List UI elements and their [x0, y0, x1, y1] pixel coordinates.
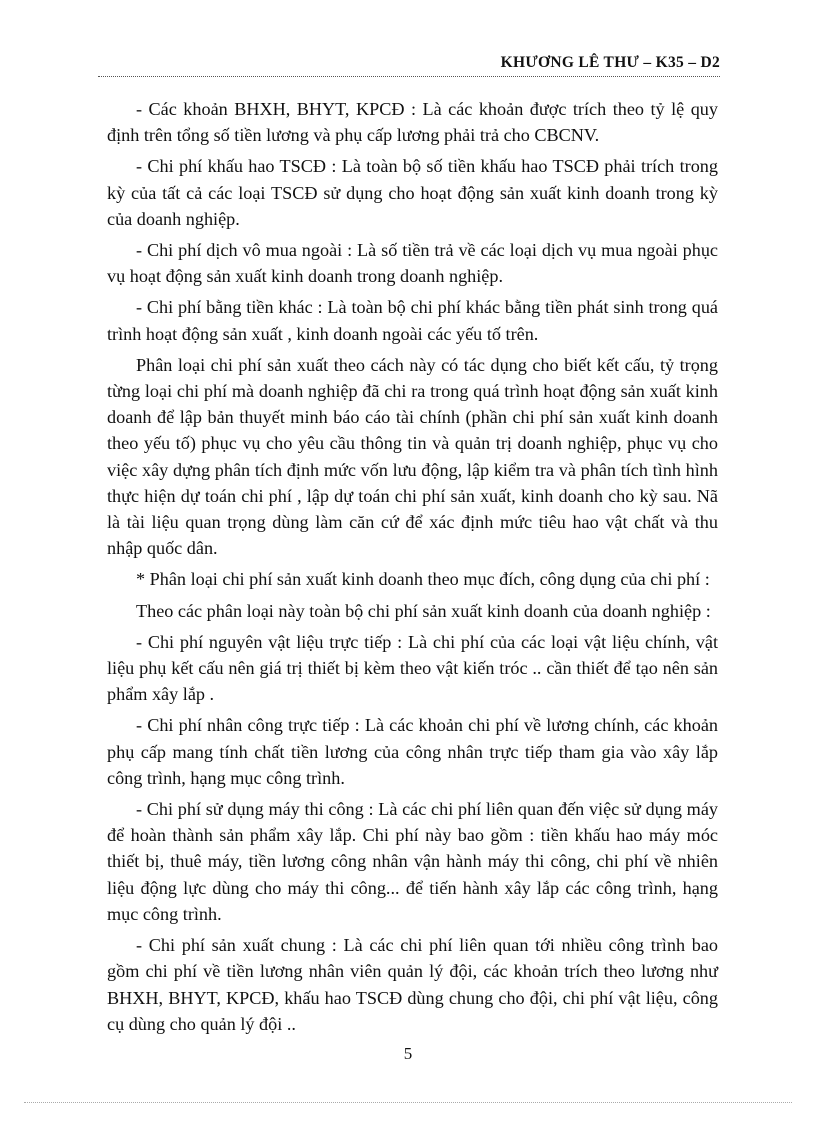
paragraph: - Chi phí bằng tiền khác : Là toàn bộ chi phí khác bằng tiền phát sinh trong quá trình hoạt động sản xuất , kinh doanh ngoài các yếu tố trên.	[107, 297, 718, 344]
paragraph: Phân loại chi phí sản xuất theo cách này có tác dụng cho biết kết cấu, tỷ trọng từng loại chi phí mà doanh nghiệp đã chi ra trong quá trình hoạt động sản xuất kinh doanh để lập bản thuyết minh báo cáo tài chính (phần chi phí sản xuất kinh doanh theo yếu tố) phục vụ cho yêu cầu thông tin và quản trị doanh nghiệp, phục vụ cho việc xây dựng phân tích định mức vốn lưu động, lập kiểm tra và phân tích tình hình thực hiện dự toán chi phí , lập dự toán chi phí sản xuất, kinh doanh cho kỳ sau. Nã là tài liệu quan trọng dùng làm căn cứ để xác định mức tiêu hao vật chất và thu nhập quốc dân.	[107, 354, 718, 559]
page-number: 5	[403, 1044, 413, 1063]
paragraph: - Chi phí nguyên vật liệu trực tiếp : Là chi phí của các loại vật liệu chính, vật liệu phụ kết cấu nên giá trị thiết bị kèm theo vật kiến tróc .. cần thiết để tạo nên sản phẩm xây lắp .	[107, 631, 718, 705]
page-header	[98, 54, 720, 77]
paragraph: * Phân loại chi phí sản xuất kinh doanh theo mục đích, công dụng của chi phí :	[136, 569, 710, 590]
header-title: KHƯƠNG LÊ THƯ – K35 – D2	[500, 54, 720, 71]
paragraph: - Chi phí sử dụng máy thi công : Là các chi phí liên quan đến việc sử dụng máy để hoàn thành sản phẩm xây lắp. Chi phí này bao gồm : tiền khấu hao máy móc thiết bị, thuê máy, tiền lương công nhân vận hành máy thi công, chi phí về nhiên liệu động lực dùng cho máy thi công... để tiến hành xây lắp các công trình, hạng mục công trình.	[107, 799, 718, 924]
paragraph: Theo các phân loại này toàn bộ chi phí sản xuất kinh doanh của doanh nghiệp :	[136, 600, 711, 621]
paragraph: - Chi phí dịch vô mua ngoài : Là số tiền trả về các loại dịch vụ mua ngoài phục vụ hoạt động sản xuất kinh doanh trong doanh nghiệp.	[107, 240, 718, 287]
document-body	[107, 96, 718, 1042]
paragraph: - Chi phí khấu hao TSCĐ : Là toàn bộ số tiền khấu hao TSCĐ phải trích trong kỳ của tất cả các loại TSCĐ sử dụng cho hoạt động sản xuất kinh doanh trong kỳ của doanh nghiệp.	[107, 156, 718, 229]
paragraph: - Các khoản BHXH, BHYT, KPCĐ : Là các khoản được trích theo tỷ lệ quy định trên tổng số tiền lương và phụ cấp lương phải trả cho CBCNV.	[107, 99, 718, 146]
page-bottom-divider	[24, 1102, 792, 1103]
paragraph: - Chi phí nhân công trực tiếp : Là các khoản chi phí về lương chính, các khoản phụ cấp mang tính chất tiền lương của công nhân trực tiếp tham gia vào xây lắp công trình, hạng mục công trình.	[107, 715, 718, 788]
paragraph: - Chi phí sản xuất chung : Là các chi phí liên quan tới nhiều công trình bao gồm chi phí về tiền lương nhân viên quản lý đội, các khoản trích theo lương như BHXH, BHYT, KPCĐ, khấu hao TSCĐ dùng chung cho đội, chi phí vật liệu, công cụ dùng cho quản lý đội ..	[107, 935, 718, 1034]
